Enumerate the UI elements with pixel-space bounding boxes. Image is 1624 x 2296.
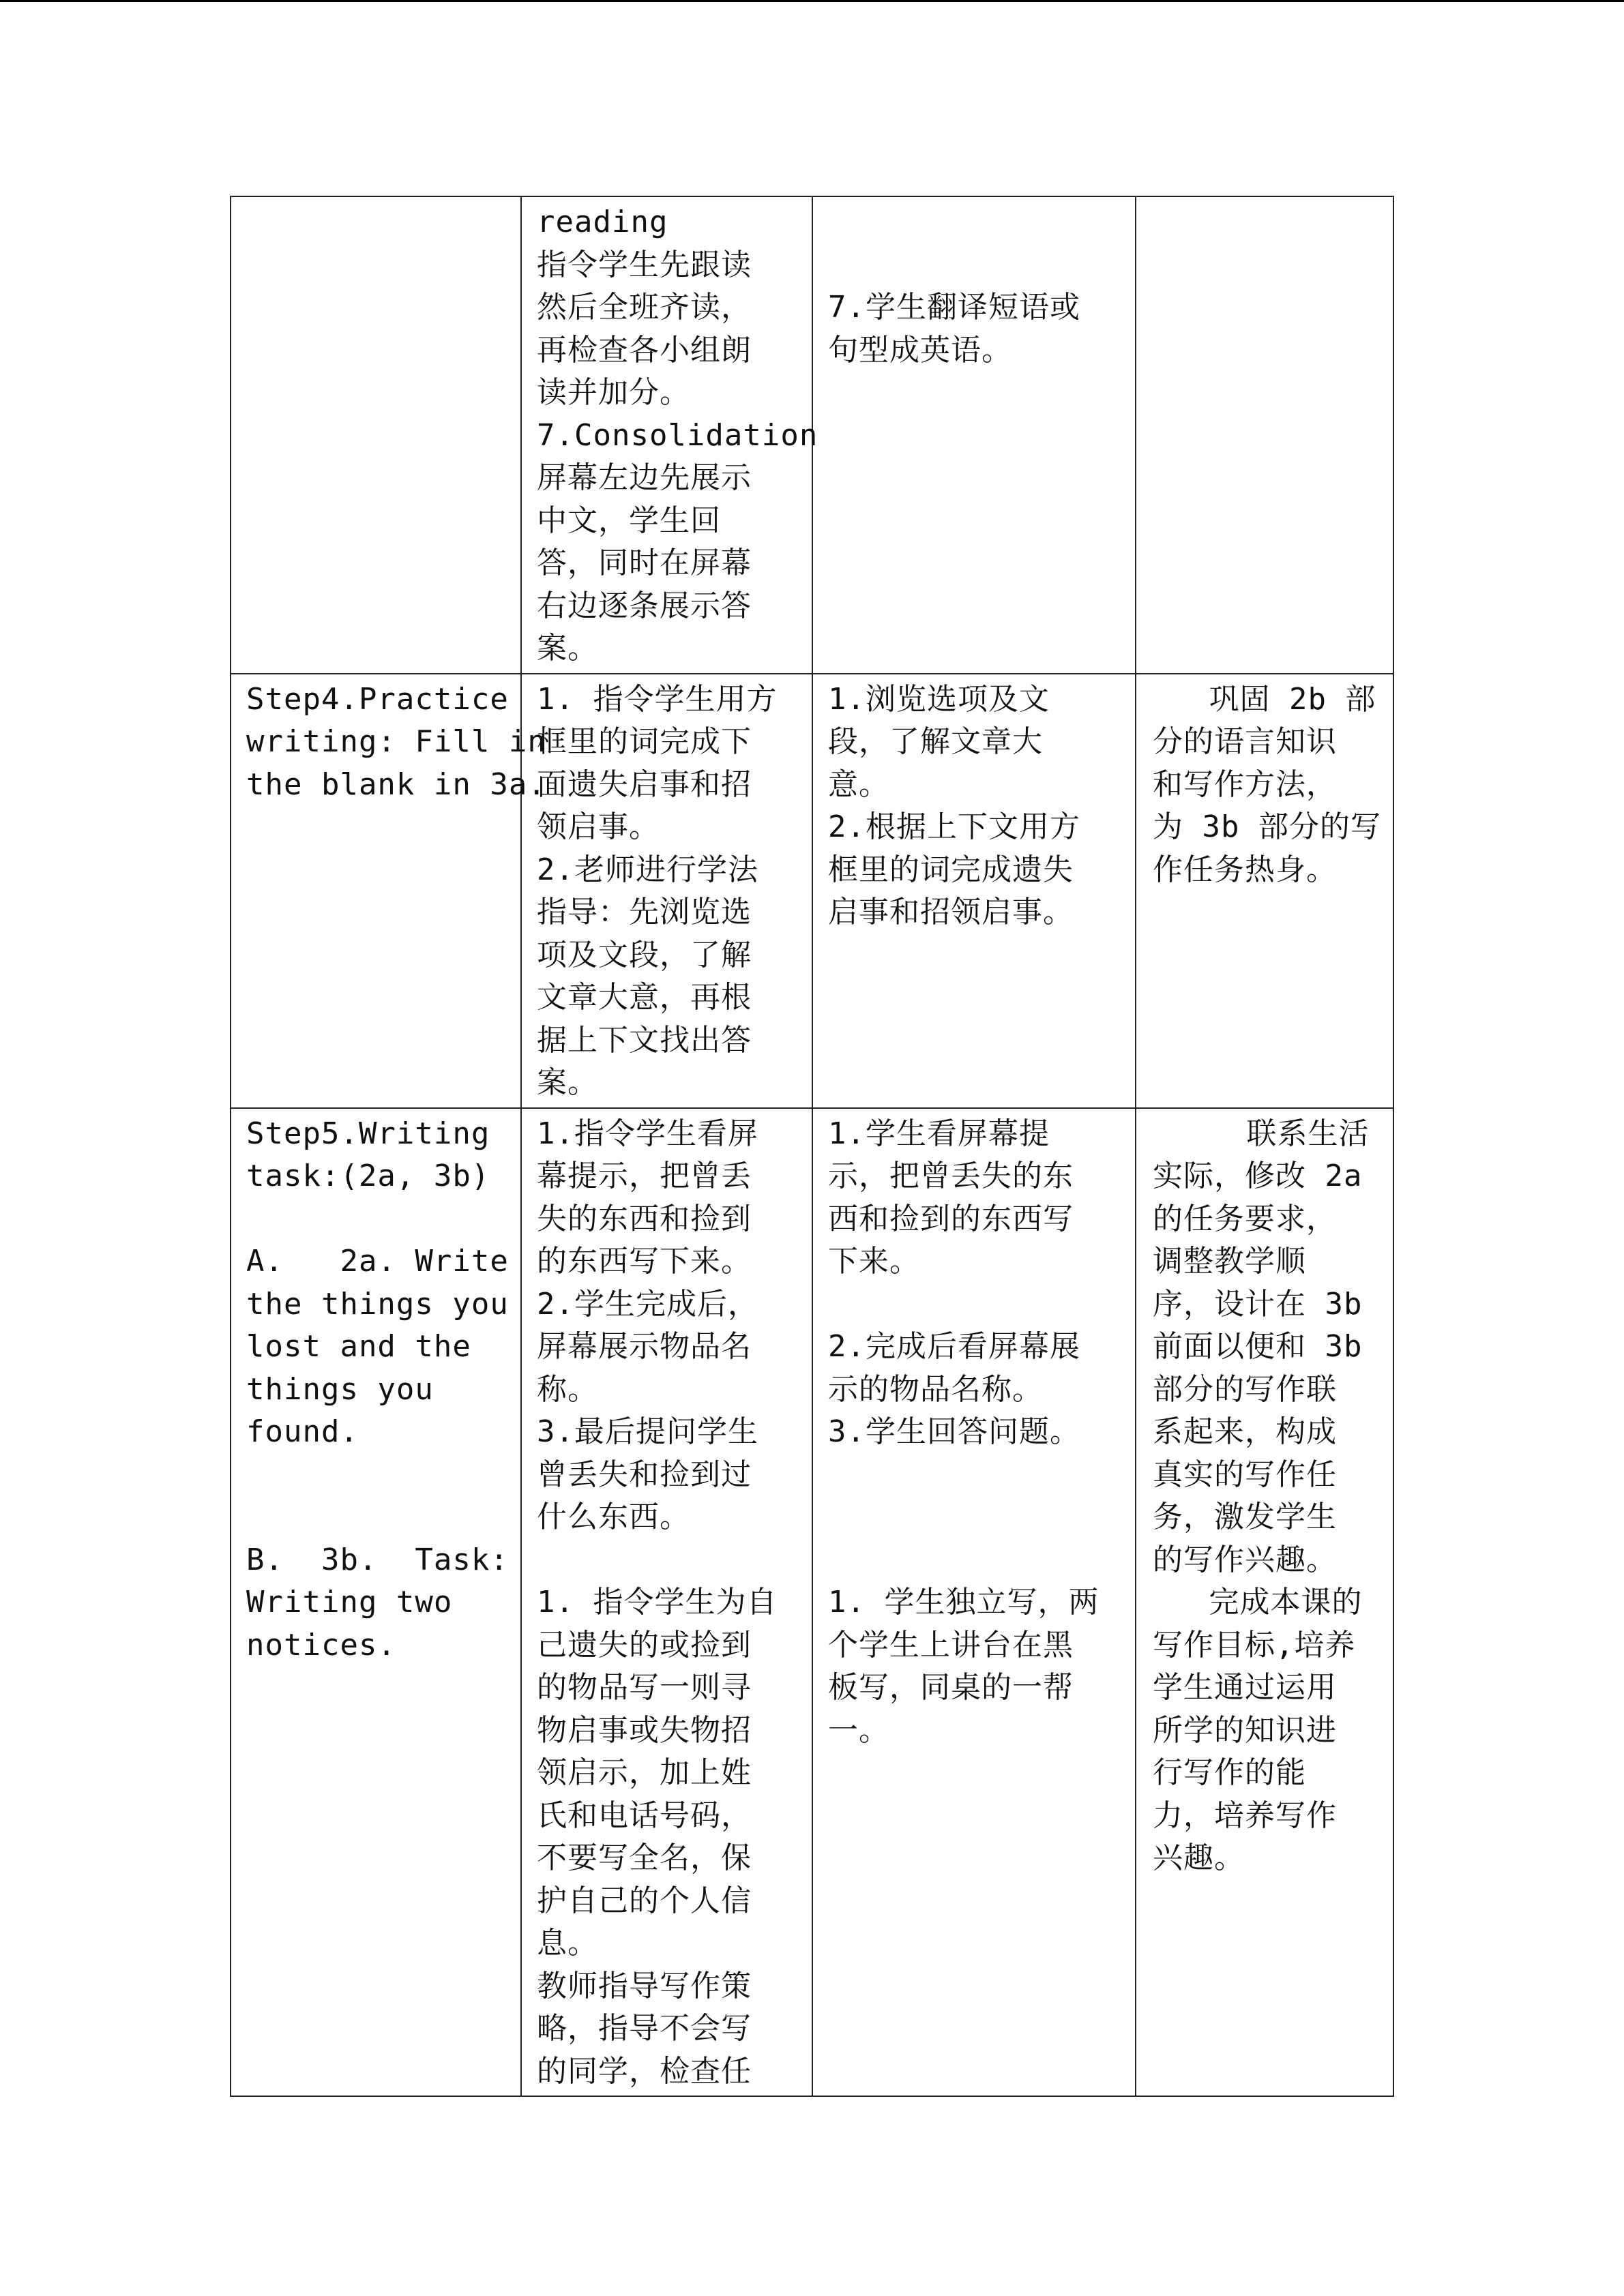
text-line: 护自己的个人信 (537, 1883, 752, 1918)
text-line: 真实的写作任 (1153, 1457, 1337, 1492)
text-line: 的东西写下来。 (537, 1244, 752, 1279)
text-line: Step5.Writing (246, 1116, 490, 1151)
text-line: the things you (246, 1286, 509, 1322)
text-line: 西和捡到的东西写 (828, 1201, 1074, 1236)
student-activity-cell (812, 674, 1136, 1108)
text-line: B. 3b. Task: (246, 1542, 509, 1577)
text-line: 右边逐条展示答 (537, 588, 752, 623)
text-line: 的任务要求， (1153, 1201, 1337, 1236)
text-line: 项及文段，了解 (537, 937, 752, 972)
teacher-activity-cell (521, 196, 818, 674)
text-line: A. 2a. Write (246, 1244, 509, 1279)
text-line: 启事和招领启事。 (828, 895, 1074, 929)
text-line: 物启事或失物招 (537, 1712, 752, 1748)
text-line: 曾丢失和捡到过 (537, 1457, 752, 1492)
text-line: 兴趣。 (1153, 1840, 1245, 1875)
text-line: writing: Fill in (246, 724, 546, 759)
text-line: 失的东西和捡到 (537, 1201, 752, 1236)
text-line: 分的语言知识 (1153, 724, 1337, 759)
text-line: 领启示，加上姓 (537, 1755, 752, 1790)
design-purpose-cell (1136, 674, 1393, 1108)
text-line: 完成本课的 (1153, 1585, 1363, 1620)
text-line: found. (246, 1414, 359, 1449)
text-line: 1.浏览选项及文 (828, 681, 1050, 717)
teacher-activity-cell (521, 1108, 812, 2097)
teacher-activity-cell (521, 674, 812, 1108)
text-line: things you (246, 1371, 434, 1407)
text-line: the blank in 3a. (246, 766, 546, 802)
text-line: 务，激发学生 (1153, 1500, 1337, 1534)
student-activity-cell (812, 1108, 1136, 2097)
text-line: 的同学，检查任 (537, 2053, 752, 2089)
text-line: 1.指令学生看屏 (537, 1116, 758, 1151)
text-line: 中文，学生回 (537, 503, 721, 538)
text-line: 2.学生完成后， (537, 1286, 758, 1322)
text-line: 框里的词完成遗失 (828, 852, 1074, 887)
text-line: 1.学生看屏幕提 (828, 1116, 1050, 1151)
text-line (828, 1283, 1120, 1326)
text-line: notices. (246, 1627, 396, 1663)
step-cell (231, 196, 521, 674)
text-line: 7.Consolidation (537, 417, 818, 453)
text-line: 2.老师进行学法 (537, 852, 758, 887)
text-line: 2.根据上下文用方 (828, 809, 1080, 844)
text-line: 1. 指令学生为自 (537, 1585, 778, 1620)
table-row (231, 674, 1393, 1108)
text-line (246, 1454, 505, 1497)
text-line (828, 1496, 1120, 1539)
text-line: 略，指导不会写 (537, 2011, 752, 2046)
text-line: 的写作兴趣。 (1153, 1542, 1337, 1577)
text-line: 教师指导写作策 (537, 1968, 752, 2003)
text-line (828, 1539, 1120, 1582)
text-line: 称。 (537, 1371, 598, 1407)
text-line (828, 244, 1120, 287)
text-line: 面遗失启事和招 (537, 766, 752, 802)
lesson-plan-table (230, 196, 1394, 2097)
text-line: 答，同时在屏幕 (537, 546, 752, 580)
text-line: 作任务热身。 (1153, 852, 1337, 887)
text-line: 示的物品名称。 (828, 1371, 1043, 1407)
text-line: 再检查各小组朗 (537, 332, 752, 368)
step-cell (231, 1108, 521, 2097)
text-line: lost and the (246, 1329, 471, 1364)
text-line: 据上下文找出答 (537, 1022, 752, 1058)
text-line: 写作目标,培养 (1153, 1627, 1356, 1663)
text-line: 一。 (828, 1712, 889, 1748)
text-line: 2.完成后看屏幕展 (828, 1329, 1080, 1364)
text-line: 巩固 2b 部 (1153, 681, 1376, 717)
step-cell (231, 674, 546, 1108)
text-line: 段，了解文章大 (828, 724, 1043, 759)
text-line: 部分的写作联 (1153, 1371, 1337, 1407)
text-line: 屏幕展示物品名 (537, 1329, 752, 1364)
text-line: 案。 (537, 631, 598, 666)
text-line: 己遗失的或捡到 (537, 1627, 752, 1663)
page-top-border (0, 0, 1624, 2)
text-line: 息。 (537, 1926, 598, 1960)
text-line: 前面以便和 3b (1153, 1329, 1363, 1364)
text-line: 指令学生先跟读 (537, 247, 752, 282)
text-line: 7.学生翻译短语或 (828, 290, 1080, 325)
text-line: 为 3b 部分的写 (1153, 809, 1381, 844)
text-line: 个学生上讲台在黑 (828, 1627, 1074, 1663)
text-line: 3.最后提问学生 (537, 1414, 758, 1449)
text-line: 指导：先浏览选 (537, 895, 752, 929)
text-line (246, 1198, 505, 1241)
text-line: 1. 学生独立写，两 (828, 1585, 1099, 1620)
table-row (231, 1108, 1393, 2097)
text-line: 句型成英语。 (828, 332, 1012, 368)
text-line: 什么东西。 (537, 1500, 690, 1534)
text-line: 不要写全名，保 (537, 1840, 752, 1875)
text-line: 实际，修改 2a (1153, 1159, 1363, 1193)
text-line: 领启事。 (537, 809, 660, 844)
text-line: 案。 (537, 1065, 598, 1100)
design-purpose-cell (1136, 1108, 1393, 2097)
text-line: 下来。 (828, 1244, 920, 1279)
text-line: 示，把曾丢失的东 (828, 1159, 1074, 1193)
text-line: Step4.Practice (246, 681, 509, 717)
text-line: 学生通过运用 (1153, 1670, 1337, 1705)
text-line: 力，培养写作 (1153, 1798, 1337, 1833)
text-line: 屏幕左边先展示 (537, 460, 752, 495)
text-line (828, 1454, 1120, 1497)
text-line: 框里的词完成下 (537, 724, 752, 759)
text-line: 和写作方法， (1153, 766, 1337, 802)
text-line: 的物品写一则寻 (537, 1670, 752, 1705)
text-line: 调整教学顺 (1153, 1244, 1306, 1279)
table-row (231, 196, 1393, 674)
design-purpose-cell (1136, 196, 1393, 674)
text-line: 板写，同桌的一帮 (828, 1670, 1074, 1705)
text-line: 序，设计在 3b (1153, 1286, 1363, 1322)
text-line: 3.学生回答问题。 (828, 1414, 1080, 1449)
text-line: 然后全班齐读， (537, 290, 752, 325)
text-line: reading (537, 205, 668, 239)
text-line (246, 1496, 505, 1539)
text-line: Writing two (246, 1585, 453, 1620)
student-activity-cell (812, 196, 1136, 674)
text-line: 联系生活 (1153, 1116, 1370, 1151)
text-line: 所学的知识进 (1153, 1712, 1337, 1748)
text-line: 系起来，构成 (1153, 1414, 1337, 1449)
text-line: 行写作的能 (1153, 1755, 1306, 1790)
text-line: 1. 指令学生用方 (537, 681, 778, 717)
text-line (537, 1539, 797, 1582)
text-line: 氏和电话号码， (537, 1798, 752, 1833)
text-line: 意。 (828, 766, 889, 802)
text-line: 幕提示，把曾丢 (537, 1159, 752, 1193)
text-line (828, 201, 1120, 244)
text-line: 文章大意，再根 (537, 980, 752, 1015)
text-line: task:(2a, 3b) (246, 1159, 490, 1193)
text-line: 读并加分。 (537, 375, 690, 410)
